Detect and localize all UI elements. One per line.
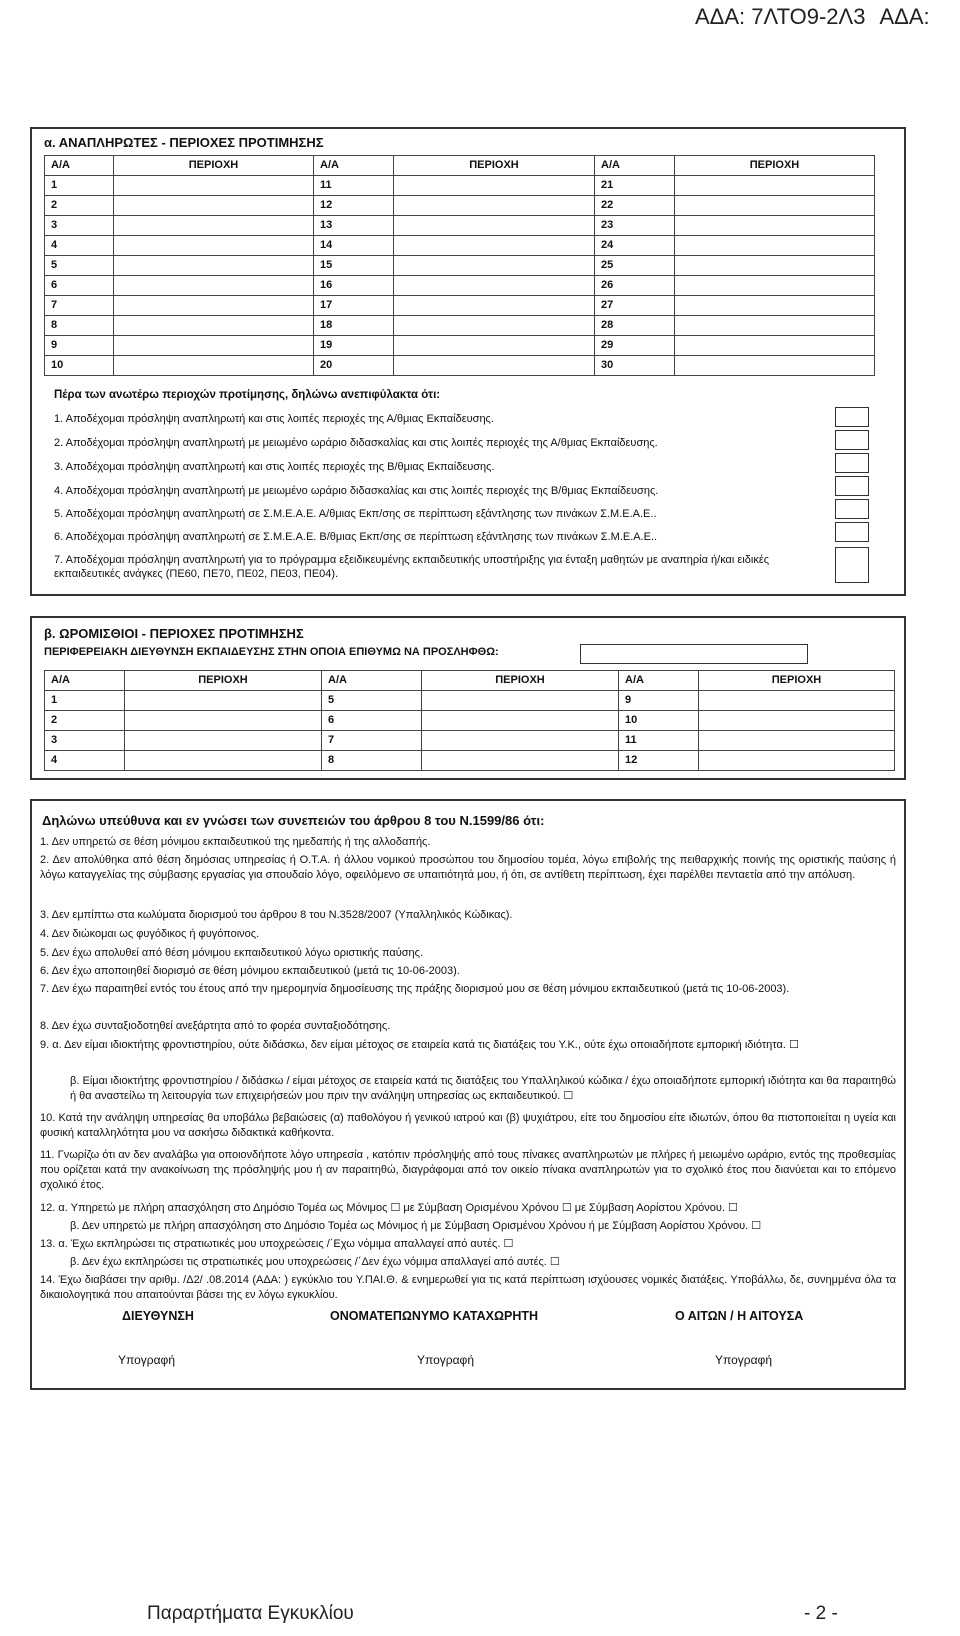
- row-number: 3: [45, 731, 125, 751]
- declaration-item: 4. Αποδέχομαι πρόσληψη αναπληρωτή με μειωμένο ωράριο διδασκαλίας και στις λοιπές περιοχές της Β/θμιας Εκπαίδευσης.: [54, 485, 659, 497]
- sig-header-registrar: ΟΝΟΜΑΤΕΠΩΝΥΜΟ ΚΑΤΑΧΩΡΗΤΗ: [330, 1309, 539, 1323]
- row-number: 5: [45, 256, 114, 276]
- col-aa: Α/Α: [322, 671, 422, 691]
- declaration-item: 5. Αποδέχομαι πρόσληψη αναπληρωτή σε Σ.Μ.Ε.Α.Ε. Α/θμιας Εκπ/σης σε περίπτωση εξάντλησης των πινάκων Σ.Μ.Ε.Α.Ε..: [54, 508, 657, 520]
- region-cell[interactable]: [114, 336, 314, 356]
- ada-code: ΑΔΑ: 7ΛΤΟ9-2Λ3: [695, 4, 866, 29]
- declaration-clause: 1. Δεν υπηρετώ σε θέση μόνιμου εκπαιδευτικού της ημεδαπής ή της αλλοδαπής.: [40, 836, 431, 848]
- table-row: [45, 236, 875, 256]
- row-number: 9: [45, 336, 114, 356]
- row-number: 21: [595, 176, 675, 196]
- region-cell[interactable]: [675, 236, 875, 256]
- preference-table-hourly: [44, 670, 895, 771]
- col-region: ΠΕΡΙΟΧΗ: [114, 156, 314, 176]
- declaration-clause: 4. Δεν διώκομαι ως φυγόδικος ή φυγόποινος.: [40, 928, 260, 940]
- row-number: 4: [45, 236, 114, 256]
- declaration-clause: 12. α. Υπηρετώ με πλήρη απασχόληση στο Δημόσιο Τομέα ως Μόνιμος ☐ με Σύμβαση Ορισμένου Χρόνου ☐ με Σύμβαση Αορίστου Χρόνου. ☐: [40, 1202, 738, 1214]
- declaration-clause: 14. Έχω διαβάσει την αριθμ. /Δ2/ .08.2014 (ΑΔΑ: ) εγκύκλιο του Υ.ΠΑΙ.Θ. & ενημερωθεί για τις κατά περίπτωση ισχύουσες νομικές διατάξεις. Υποβάλλω, δε, συνημμένα όλα τα δικαιολογητικά που απαιτούνται βάσει της εν λόγω εγκυκλίου.: [40, 1274, 896, 1302]
- declaration-item: 6. Αποδέχομαι πρόσληψη αναπληρωτή σε Σ.Μ.Ε.Α.Ε. Β/θμιας Εκπ/σης σε περίπτωση εξάντλησης των πινάκων Σ.Μ.Ε.Α.Ε..: [54, 531, 658, 543]
- region-cell[interactable]: [114, 256, 314, 276]
- region-cell[interactable]: [125, 691, 322, 711]
- checkbox-item-4[interactable]: [835, 476, 869, 496]
- checkbox-item-2[interactable]: [835, 430, 869, 450]
- page-number: - 2 -: [804, 1603, 838, 1624]
- row-number: 9: [619, 691, 699, 711]
- region-cell[interactable]: [422, 751, 619, 771]
- checkbox-item-7[interactable]: [835, 547, 869, 583]
- col-aa: Α/Α: [619, 671, 699, 691]
- declaration-item: 1. Αποδέχομαι πρόσληψη αναπληρωτή και στις λοιπές περιοχές της Α/θμιας Εκπαίδευσης.: [54, 413, 494, 425]
- region-cell[interactable]: [394, 316, 595, 336]
- row-number: 30: [595, 356, 675, 376]
- row-number: 8: [45, 316, 114, 336]
- row-number: 12: [314, 196, 394, 216]
- checkbox-item-5[interactable]: [835, 499, 869, 519]
- row-number: 16: [314, 276, 394, 296]
- region-cell[interactable]: [114, 196, 314, 216]
- row-number: 8: [322, 751, 422, 771]
- row-number: 6: [45, 276, 114, 296]
- declaration-clause: β. Δεν έχω εκπληρώσει τις στρατιωτικές μου υποχρεώσεις /΄Δεν έχω νόμιμα απαλλαγεί από αυτές. ☐: [70, 1256, 560, 1268]
- row-number: 27: [595, 296, 675, 316]
- region-cell[interactable]: [114, 356, 314, 376]
- footer-title: Παραρτήματα Εγκυκλίου: [147, 1603, 354, 1624]
- section-substitutes: [30, 127, 906, 596]
- region-cell[interactable]: [675, 316, 875, 336]
- region-cell[interactable]: [675, 296, 875, 316]
- table-row: [45, 256, 875, 276]
- declaration-clause: 10. Κατά την ανάληψη υπηρεσίας θα υποβάλω βεβαιώσεις (α) παθολόγου ή γενικού ιατρού και (β) ψυχιάτρου, είτε του δημοσίου είτε ιδιωτών, όπου θα πιστοποιείται η υγεία και φυσική καταλληλότητα μου να ασκήσω διδακτικά καθήκοντα.: [40, 1112, 896, 1140]
- col-region: ΠΕΡΙΟΧΗ: [422, 671, 619, 691]
- region-cell[interactable]: [114, 276, 314, 296]
- region-cell[interactable]: [675, 256, 875, 276]
- region-cell[interactable]: [394, 276, 595, 296]
- checkbox-item-1[interactable]: [835, 407, 869, 427]
- declaration-item: 7. Αποδέχομαι πρόσληψη αναπληρωτή για το πρόγραμμα εξειδικευμένης εκπαιδευτικής υποστήριξης για ένταξη μαθητών με αναπηρία ή/και ειδικές εκπαιδευτικές ανάγκες (ΠΕ60, ΠΕ70, ΠΕ02, ΠΕ03, ΠΕ04).: [54, 554, 770, 580]
- row-number: 17: [314, 296, 394, 316]
- region-cell[interactable]: [699, 711, 895, 731]
- col-aa: Α/Α: [595, 156, 675, 176]
- preference-table-substitutes: [44, 155, 875, 376]
- row-number: 22: [595, 196, 675, 216]
- region-cell[interactable]: [422, 691, 619, 711]
- row-number: 18: [314, 316, 394, 336]
- row-number: 5: [322, 691, 422, 711]
- col-aa: Α/Α: [45, 156, 114, 176]
- checkbox-item-3[interactable]: [835, 453, 869, 473]
- row-number: 10: [45, 356, 114, 376]
- declaration-clause: β. Δεν υπηρετώ με πλήρη απασχόληση στο Δημόσιο Τομέα ως Μόνιμος ή με Σύμβαση Ορισμένου Χρόνου ή με Σύμβαση Αορίστου Χρόνου. ☐: [70, 1220, 762, 1232]
- row-number: 25: [595, 256, 675, 276]
- region-cell[interactable]: [675, 176, 875, 196]
- region-cell[interactable]: [394, 196, 595, 216]
- row-number: 1: [45, 176, 114, 196]
- region-cell[interactable]: [422, 731, 619, 751]
- region-cell[interactable]: [114, 216, 314, 236]
- table-header-row: [45, 156, 875, 176]
- col-region: ΠΕΡΙΟΧΗ: [394, 156, 595, 176]
- region-cell[interactable]: [675, 276, 875, 296]
- sig-header-address: ΔΙΕΥΘΥΝΣΗ: [122, 1309, 194, 1323]
- section-a-title: α. ΑΝΑΠΛΗΡΩΤΕΣ - ΠΕΡΙΟΧΕΣ ΠΡΟΤΙΜΗΣΗΣ: [44, 135, 324, 150]
- region-cell[interactable]: [114, 316, 314, 336]
- col-region: ΠΕΡΙΟΧΗ: [125, 671, 322, 691]
- declaration-title: Δηλώνω υπεύθυνα και εν γνώσει των συνεπειών του άρθρου 8 του Ν.1599/86 ότι:: [42, 813, 545, 828]
- declaration-clause: 7. Δεν έχω παραιτηθεί εντός του έτους από την ημερομηνία δημοσίευσης της πράξης διορισμού μου σε θέση μόνιμου εκπαιδευτικού (μετά τις 10-06-2003).: [40, 983, 790, 995]
- row-number: 13: [314, 216, 394, 236]
- table-row: [45, 316, 875, 336]
- region-cell[interactable]: [394, 336, 595, 356]
- row-number: 11: [619, 731, 699, 751]
- region-cell[interactable]: [394, 356, 595, 376]
- region-cell[interactable]: [394, 216, 595, 236]
- declaration-clause: 9. α. Δεν είμαι ιδιοκτήτης φροντιστηρίου, ούτε διδάσκω, δεν είμαι μέτοχος σε εταιρεία κατά τις διατάξεις του Υ.Κ., ούτε έχω οποιαδήποτε εμπορική ιδιότητα. ☐: [40, 1039, 799, 1051]
- row-number: 19: [314, 336, 394, 356]
- row-number: 3: [45, 216, 114, 236]
- declaration-item: 2. Αποδέχομαι πρόσληψη αναπληρωτή με μειωμένο ωράριο διδασκαλίας και στις λοιπές περιοχές της Α/θμιας Εκπαίδευσης.: [54, 437, 658, 449]
- ada-code-2: ΑΔΑ:: [879, 4, 930, 29]
- row-number: 2: [45, 196, 114, 216]
- row-number: 12: [619, 751, 699, 771]
- table-row: [45, 196, 875, 216]
- row-number: 10: [619, 711, 699, 731]
- region-cell[interactable]: [125, 751, 322, 771]
- col-region: ΠΕΡΙΟΧΗ: [675, 156, 875, 176]
- region-cell[interactable]: [114, 296, 314, 316]
- row-number: 23: [595, 216, 675, 236]
- row-number: 1: [45, 691, 125, 711]
- region-cell[interactable]: [125, 711, 322, 731]
- signature-label: Υπογραφή: [417, 1353, 475, 1367]
- region-directorate-field[interactable]: [580, 644, 808, 664]
- col-aa: Α/Α: [314, 156, 394, 176]
- table-row: [45, 691, 895, 711]
- table-row: [45, 751, 895, 771]
- declaration-clause: 2. Δεν απολύθηκα από θέση δημόσιας υπηρεσίας ή Ο.Τ.Α. ή άλλου νομικού προσώπου του δημοσίου τομέα, λόγω επιβολής της πειθαρχικής ποινής της οριστικής παύσης ή λόγω καταγγελίας της σύμβασης εργασίας για σπουδαίο λόγο, οφειλόμενο σε υπαιτιότητά μου, ή ότι, σε αντίθετη περίπτωση, έχει παρέλθει πενταετία από την απόλυση.: [40, 854, 896, 882]
- region-cell[interactable]: [699, 751, 895, 771]
- region-cell[interactable]: [422, 711, 619, 731]
- region-cell[interactable]: [125, 731, 322, 751]
- row-number: 4: [45, 751, 125, 771]
- row-number: 2: [45, 711, 125, 731]
- region-cell[interactable]: [394, 236, 595, 256]
- declaration-clause: 13. α. Έχω εκπληρώσει τις στρατιωτικές μου υποχρεώσεις /΄Εχω νόμιμα απαλλαγεί από αυτές. ☐: [40, 1238, 514, 1250]
- region-cell[interactable]: [699, 691, 895, 711]
- region-cell[interactable]: [114, 176, 314, 196]
- region-cell[interactable]: [394, 296, 595, 316]
- ada-header: [695, 4, 960, 30]
- row-number: 28: [595, 316, 675, 336]
- region-cell[interactable]: [675, 196, 875, 216]
- declaration-clause: 3. Δεν εμπίπτω στα κωλύματα διορισμού του άρθρου 8 του Ν.3528/2007 (Υπαλληλικός Κώδικας).: [40, 909, 513, 921]
- declaration-clause: 6. Δεν έχω αποποιηθεί διορισμό σε θέση μόνιμου εκπαιδευτικού (μετά τις 10-06-2003).: [40, 965, 460, 977]
- table-row: [45, 296, 875, 316]
- row-number: 14: [314, 236, 394, 256]
- table-row: [45, 356, 875, 376]
- row-number: 7: [45, 296, 114, 316]
- col-region: ΠΕΡΙΟΧΗ: [699, 671, 895, 691]
- row-number: 6: [322, 711, 422, 731]
- region-cell[interactable]: [114, 236, 314, 256]
- row-number: 26: [595, 276, 675, 296]
- region-cell[interactable]: [675, 356, 875, 376]
- declaration-item: 3. Αποδέχομαι πρόσληψη αναπληρωτή και στις λοιπές περιοχές της Β/θμιας Εκπαίδευσης.: [54, 461, 495, 473]
- section-hourly: [30, 616, 906, 780]
- region-cell[interactable]: [394, 176, 595, 196]
- region-cell[interactable]: [675, 336, 875, 356]
- region-directorate-label: ΠΕΡΙΦΕΡΕΙΑΚΗ ΔΙΕΥΘΥΝΣΗ ΕΚΠΑΙΔΕΥΣΗΣ ΣΤΗΝ ΟΠΟΙΑ ΕΠΙΘΥΜΩ ΝΑ ΠΡΟΣΛΗΦΘΩ:: [44, 646, 499, 658]
- sig-header-applicant: Ο ΑΙΤΩΝ / Η ΑΙΤΟΥΣΑ: [675, 1309, 804, 1323]
- declaration-intro: Πέρα των ανωτέρω περιοχών προτίμησης, δηλώνω ανεπιφύλακτα ότι:: [54, 389, 441, 401]
- table-row: [45, 216, 875, 236]
- row-number: 15: [314, 256, 394, 276]
- section-b-title: β. ΩΡΟΜΙΣΘΙΟΙ - ΠΕΡΙΟΧΕΣ ΠΡΟΤΙΜΗΣΗΣ: [44, 626, 304, 641]
- region-cell[interactable]: [699, 731, 895, 751]
- table-row: [45, 176, 875, 196]
- declaration-clause: 11. Γνωρίζω ότι αν δεν αναλάβω για οποιονδήποτε λόγο υπηρεσία , κατόπιν πρόσληψής από τους πίνακες αναπληρωτών με πλήρες ή μειωμένο ωράριο, εντός της προθεσμίας που ορίζεται κατά την ανακοίνωση της πρόσληψής μου ή αν παραιτηθώ, διαγράφομαι από τον οικείο πίνακα αναπληρωτών για το σχολικό έτος που διανύεται και το επόμενο σχολικό έτος.: [40, 1149, 896, 1192]
- table-row: [45, 276, 875, 296]
- checkbox-item-6[interactable]: [835, 522, 869, 542]
- declaration-clause: 8. Δεν έχω συνταξιοδοτηθεί ανεξάρτητα από το φορέα συνταξιοδότησης.: [40, 1020, 391, 1032]
- table-row: [45, 731, 895, 751]
- row-number: 29: [595, 336, 675, 356]
- signature-label: Υπογραφή: [118, 1353, 176, 1367]
- declaration-clause: 5. Δεν έχω απολυθεί από θέση μόνιμου εκπαιδευτικού λόγω οριστικής παύσης.: [40, 947, 424, 959]
- row-number: 24: [595, 236, 675, 256]
- region-cell[interactable]: [675, 216, 875, 236]
- table-header-row: [45, 671, 895, 691]
- table-row: [45, 711, 895, 731]
- row-number: 11: [314, 176, 394, 196]
- row-number: 20: [314, 356, 394, 376]
- declaration-clause: β. Είμαι ιδιοκτήτης φροντιστηρίου / διδάσκω / είμαι μέτοχος σε εταιρεία κατά τις διατάξεις του Υπαλληλικού κώδικα / έχω οποιαδήποτε εμπορική ιδιότητα και θα παραιτηθώ ή θα αναστείλω τη λειτουργία των επιχειρήσεών μου πριν την ανάληψη υπηρεσίας ως εκπαιδευτικού. ☐: [70, 1075, 896, 1103]
- row-number: 7: [322, 731, 422, 751]
- col-aa: Α/Α: [45, 671, 125, 691]
- signature-label: Υπογραφή: [715, 1353, 773, 1367]
- table-row: [45, 336, 875, 356]
- responsible-declaration: [30, 799, 906, 1390]
- region-cell[interactable]: [394, 256, 595, 276]
